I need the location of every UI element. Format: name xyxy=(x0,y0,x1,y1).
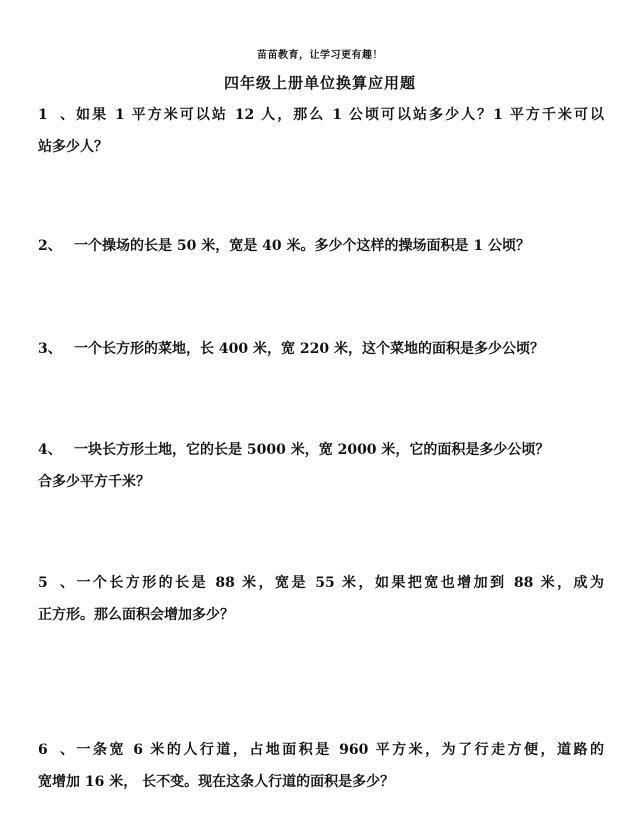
question-3 xyxy=(38,333,604,365)
document-title: 四年级上册单位换算应用题 xyxy=(223,74,416,92)
question-2-text-1: 一个操场的长是 50 米，宽是 40 米。多少个这样的操场面积是 1 公顷？ xyxy=(74,238,530,254)
question-4-line-2 xyxy=(38,466,604,498)
question-1-number: 1、 xyxy=(38,107,74,123)
question-1-line-2 xyxy=(38,131,604,163)
question-5 xyxy=(38,567,604,631)
question-6-text-1: 一条宽 6 米的人行道，占地面积是 960 平方米，为了行走方便，道路的 xyxy=(74,742,604,758)
question-6-line-1 xyxy=(38,734,604,766)
question-4-number: 4、 xyxy=(38,442,62,458)
question-5-text-1: 一个长方形的长是 88 米，宽是 55 米，如果把宽也增加到 88 米，成为 xyxy=(74,575,604,591)
question-1-line-1 xyxy=(38,99,604,131)
question-2-number: 2、 xyxy=(38,238,62,254)
question-5-text-2: 正方形。那么面积会增加多少？ xyxy=(38,607,234,623)
question-6 xyxy=(38,734,604,798)
question-3-text-1: 一个长方形的菜地，长 400 米，宽 220 米，这个菜地的面积是多少公顷？ xyxy=(74,341,544,357)
question-3-number: 3、 xyxy=(38,341,62,357)
question-4-text-2: 合多少平方千米？ xyxy=(38,474,150,490)
question-6-text-2: 宽增加 16 米， 长不变。现在这条人行道的面积是多少？ xyxy=(38,774,395,790)
question-6-line-2 xyxy=(38,766,604,798)
question-4 xyxy=(38,434,604,498)
question-2-line-1 xyxy=(38,230,604,262)
question-1-text-2: 站多少人？ xyxy=(38,139,108,155)
question-3-line-1 xyxy=(38,333,604,365)
question-5-line-1 xyxy=(38,567,604,599)
question-4-line-1 xyxy=(38,434,604,466)
question-1-text-1: 如果 1 平方米可以站 12 人，那么 1 公顷可以站多少人？1 平方千米可以 xyxy=(74,107,604,123)
question-2 xyxy=(38,230,604,262)
question-5-number: 5、 xyxy=(38,575,74,591)
question-5-line-2 xyxy=(38,599,604,631)
question-4-text-1: 一块长方形土地，它的长是 5000 米，宽 2000 米，它的面积是多少公顷？ xyxy=(74,442,550,458)
question-6-number: 6、 xyxy=(38,742,74,758)
header-note: 苗苗教育，让学习更有趣！ xyxy=(257,50,383,61)
question-1 xyxy=(38,99,604,163)
